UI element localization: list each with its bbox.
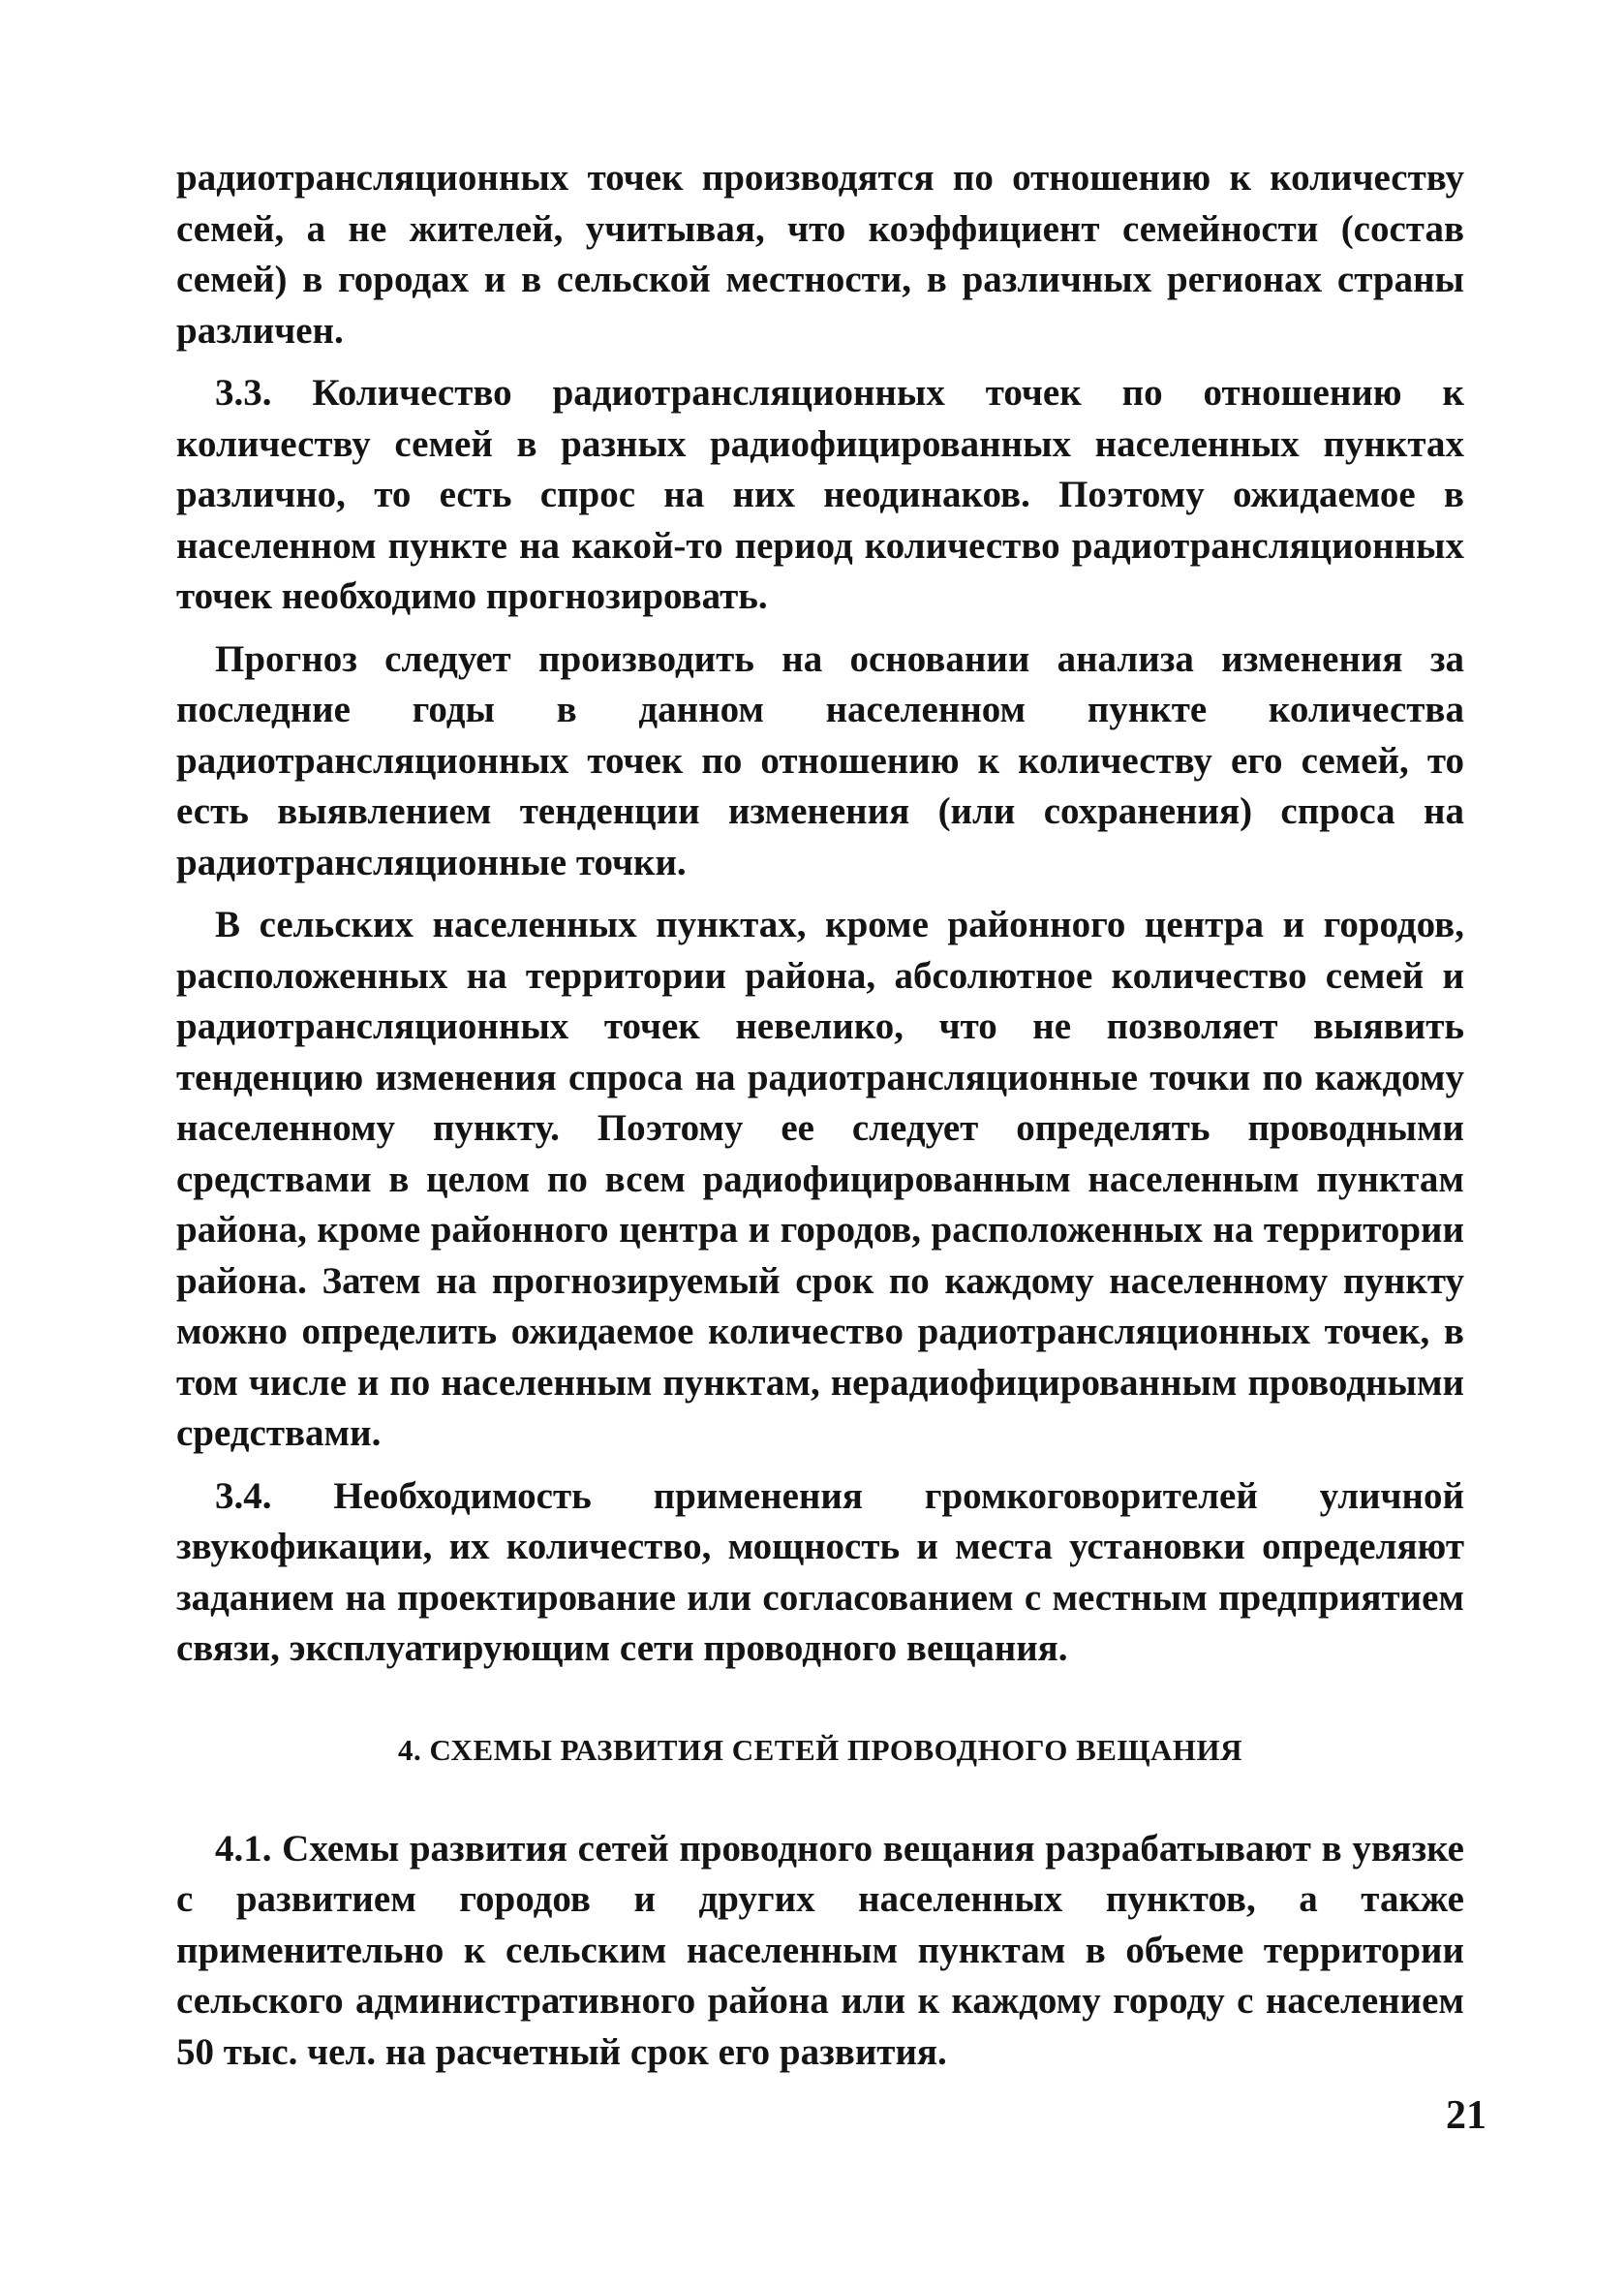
paragraph-continuation: радиотрансляционных точек производятся по отношению к количеству семей, а не жителей, учитывая, что коэффициент семейности (состав семей) в городах и в сельской местности, в различных регионах страны различен. [176, 157, 1464, 352]
paragraph-4-1: 4.1. Схемы развития сетей проводного вещания разрабатывают в увязке с развитием городов и других населенных пунктов, а также применительно к сельским населенным пунктам в объеме территории сельского административного района или к каждому городу с населением 50 тыс. чел. на расчетный срок его развития. [176, 1827, 1464, 2073]
paragraph-3-3: 3.3. Количество радиотрансляционных точек по отношению к количеству семей в разных радиофицированных населенных пунктах различно, то есть спрос на них неодинаков. Поэтому ожидаемое в населенном пункте на какой-то период количество радиотрансляционных точек необходимо прогнозировать. [176, 372, 1464, 617]
paragraph-3-4: 3.4. Необходимость применения громкоговорителей уличной звукофикации, их количество, мощность и места установки определяют заданием на проектирование или согласованием с местным предприятием связи, эксплуатирующим сети проводного вещания. [176, 1474, 1464, 1669]
document-page [176, 153, 1464, 2078]
section-heading: 4. СХЕМЫ РАЗВИТИЯ СЕТЕЙ ПРОВОДНОГО ВЕЩАНИЯ [397, 1732, 1243, 1767]
paragraph-rural: В сельских населенных пунктах, кроме районного центра и городов, расположенных на территории района, абсолютное количество семей и радиотрансляционных точек невелико, что не позволяет выявить тенденцию изменения спроса на радиотрансляционные точки по каждому населенному пункту. Поэтому ее следует определять проводными средствами в целом по всем радиофицированным населенным пунктам района, кроме районного центра и городов, расположенных на территории района. Затем на прогнозируемый срок по каждому населенному пункту можно определить ожидаемое количество радиотрансляционных точек, в том числе и по населенным пунктам, нерадиофицированным проводными средствами. [176, 904, 1464, 1454]
paragraph-forecast: Прогноз следует производить на основании анализа изменения за последние годы в данном населенном пункте количества радиотрансляционных точек по отношению к количеству его семей, то есть выявлением тенденции изменения (или сохранения) спроса на радиотрансляционные точки. [176, 637, 1464, 883]
page-number: 21 [1446, 2093, 1486, 2138]
